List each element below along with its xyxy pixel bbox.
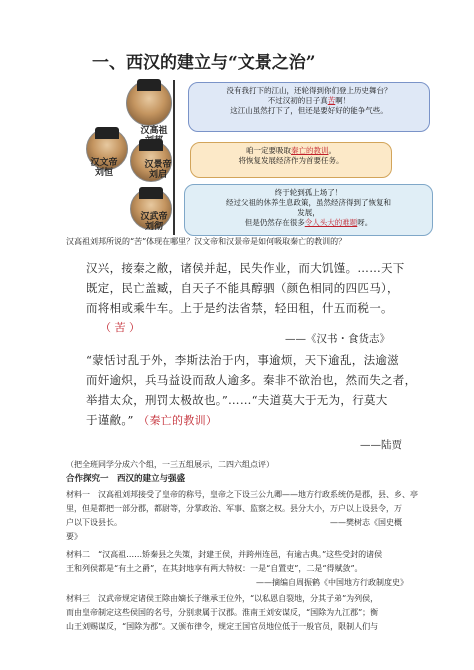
material-line: 材料二 “汉高祖……矫秦县之失策，封建王侯，并跨州连邑，有逾古典。”这些受封的诸侯 [66, 550, 383, 559]
material-1-source: ——樊树志《国史概 [330, 518, 402, 527]
bubble-highlight: 苦 [327, 96, 336, 105]
material-3 [66, 592, 378, 634]
passage-line: 汉兴，接秦之敝，诸侯并起，民失作业，而大饥馑。……天下 [86, 261, 405, 275]
bubble-text: 这江山虽然打下了， [230, 106, 298, 115]
portrait-label-line: 汉武帝 [140, 212, 168, 222]
material-line: 王和列侯都是“有土之爵”，在其封地享有两大特权：一是“自置吏”，二是“得赋敛”。 [66, 564, 363, 573]
material-2-source: ——摘编自周振鹤《中国地方行政制度史》 [256, 578, 408, 587]
bubble-line: 将恢复发展经济作为首要任务。 [238, 156, 344, 165]
material-line: 里，但是都把一部分郡，都尉等，分掌政治、军事、监察之权。县分大小，万户以上设县令，万 [66, 504, 402, 513]
bubble-text: 啊！ [335, 96, 351, 105]
bubble-text: 。 [328, 146, 336, 155]
bubble-text: 呀。 [357, 218, 373, 227]
passage-lujia [86, 350, 416, 431]
discussion-question: 汉高祖刘邦所说的“苦”体现在哪里？汉文帝和汉景帝是如何吸取秦亡的教训的？ [66, 237, 347, 246]
portrait-label-line: 汉高祖 [140, 126, 168, 136]
portrait-label-line: 刘恒 [94, 168, 113, 178]
section-heading: 合作探究一 西汉的建立与强盛 [66, 474, 186, 484]
bubble-line: 发展， [297, 208, 320, 217]
bubble-text: 不过汉初的日子真 [267, 96, 328, 105]
material-line: 户以下设县长。 [66, 518, 122, 527]
answer-tag-ku: （ 苦 ） [100, 321, 140, 334]
passage-source: ——陆贾 [360, 439, 402, 451]
portrait-liuche-label [138, 212, 170, 232]
bubble-highlight: 令人头大的难题 [304, 218, 358, 227]
bubble-line [195, 106, 423, 116]
passage-line: “蒙恬讨乱于外，李斯法治于内，事逾烦，天下逾乱，法逾滋 [86, 353, 399, 367]
passage-line: 而将相或乘牛车。上于是约法省禁，轻田租，什五而税一。 [86, 301, 393, 315]
portrait-label-line: 汉景帝 [144, 160, 172, 170]
bubble-text: 能争气些。 [350, 106, 388, 115]
speech-bubble-wenjing [190, 142, 392, 178]
bubble-text: 但是仍然存在很多 [244, 218, 305, 227]
material-2 [66, 548, 382, 576]
passage-line: 而奸逾炽，兵马益设而敌人逾多。秦非不欲治也，然而失之者， [86, 373, 417, 387]
speech-bubble-liubang [188, 82, 430, 132]
bubble-line: 终于轮到孤上场了！ [274, 188, 343, 197]
material-line: 材料三 汉武帝规定诸侯王除由嫡长子继承王位外，“以私恩自裂地，分其子弟”为列侯， [66, 594, 379, 603]
portrait-liubang [126, 80, 172, 126]
bubble-line [195, 96, 423, 106]
material-line: 而由皇帝制定这些侯国的名号，分别隶属于汉郡。淮南王刘安谋反，“国除为九江郡”；衡 [66, 608, 379, 617]
timeline-line [173, 80, 175, 235]
portrait-label-line: 刘启 [148, 170, 167, 180]
bubble-highlight: 秦亡的教训 [291, 146, 329, 155]
portrait-liuqi-label [142, 160, 174, 180]
material-line: 山王刘赐谋反，“国除为郡”。又颁布律令，规定王国官员地位低于一般官员，限制人们与 [66, 622, 379, 631]
passage-line [86, 410, 416, 431]
portrait-liuheng-label [88, 158, 120, 178]
bubble-line: 经过父祖的休养生息政策，虽然经济得到了恢复和 [226, 198, 391, 207]
portrait-label-line: 刘彻 [144, 222, 163, 232]
bubble-text: 咱一定要吸取 [246, 146, 291, 155]
portrait-label-line: 汉文帝 [90, 158, 118, 168]
group-note: （把全班同学分成六个组，一三五组展示，二四六组点评） [66, 460, 274, 469]
bubble-text: 但还是要好好的 [297, 106, 351, 115]
passage-line: 举措太众，刑罚太极故也。”……“夫道莫大于无为，行莫大 [86, 393, 388, 407]
bubble-line: 没有我打下的江山，还轮得到你们登上历史舞台？ [226, 86, 392, 95]
speech-bubble-liuche [184, 184, 433, 236]
answer-tag-qin: （秦亡的教训） [143, 414, 218, 427]
passage-hanshu [86, 258, 405, 318]
bubble-line [191, 218, 426, 228]
passage-source: ——《汉书・食货志》 [285, 333, 390, 345]
bubble-line [197, 146, 385, 156]
passage-line: 既定，民亡盖臧，自天子不能具醇驷（颜色相同的四匹马）， [86, 281, 399, 295]
passage-text: 于谨敝。” [86, 413, 134, 427]
material-line: 材料一 汉高祖刘邦接受了皇帝的称号，皇帝之下设三公九卿——地方行政系统仍是郡，县、乡、亭 [66, 490, 418, 499]
material-1-source-cont: 要》 [66, 532, 82, 541]
page-title: 一、西汉的建立与“文景之治” [92, 53, 316, 73]
